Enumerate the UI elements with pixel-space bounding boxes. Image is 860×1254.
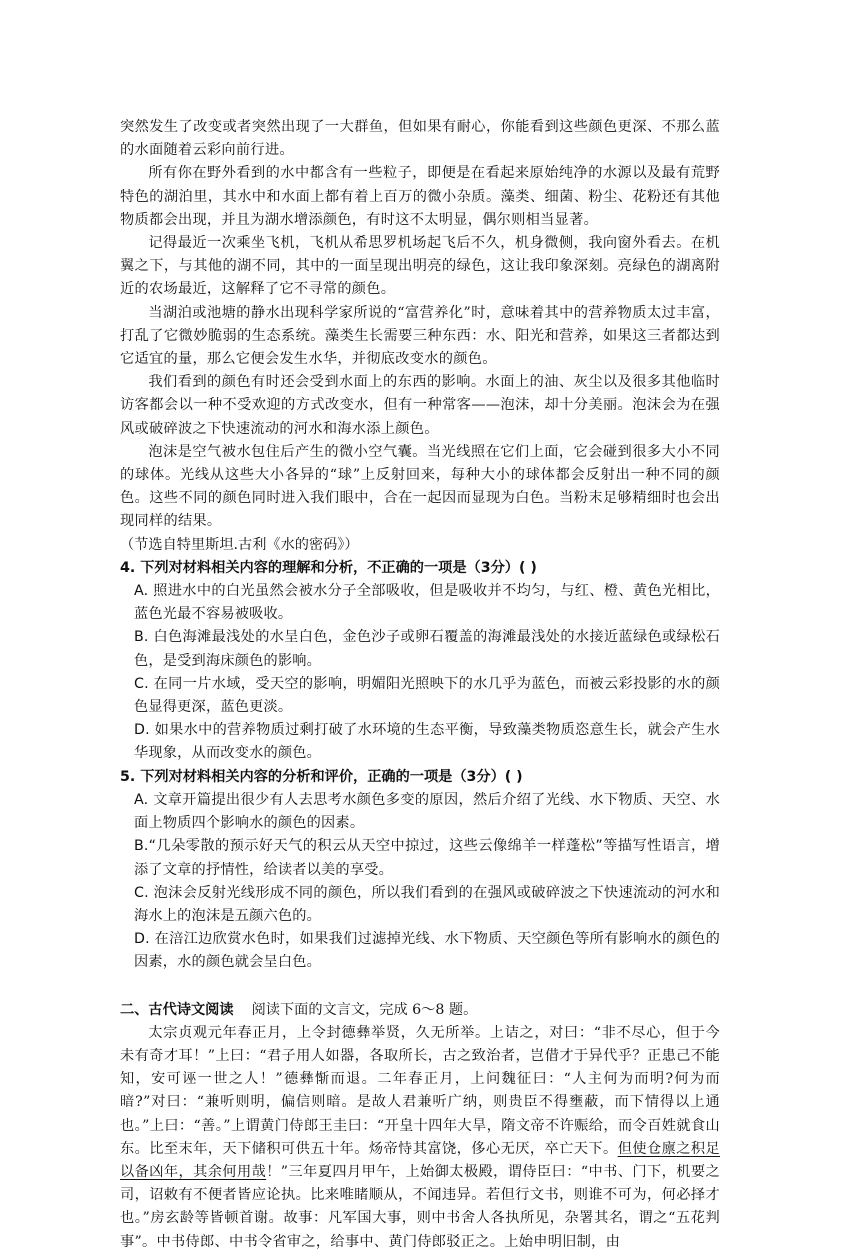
classical-text-part: 太宗贞观元年春正月，上令封德彝举贤，久无所举。上诘之，对曰：“非不尽心，但于今未有奇才耳！”上曰：“君子用人如器，各取所长，古之致治者，岂借才于异代乎？正患己不能知，安可诬一世之人！”德彝惭而退。二年春正月，上问魏征曰：“人主何为而明?何为而暗?”对曰：“兼听则明，偏信则暗。是故人君兼听广纳，则贵臣不得壅蔽，而下情得以上通也。”上曰：“善。”上谓黄门侍郎王圭曰：“开皇十四年大旱，隋文帝不许赈给，而令百姓就食山东。比至末年，天下储积可供五十年。炀帝恃其富饶，侈心无厌，卒亡天下。: [120, 1024, 720, 1157]
section-2-heading: [120, 999, 720, 1022]
classical-text: [120, 1022, 720, 1254]
section-2-title: 二、古代诗文阅读: [120, 1001, 234, 1018]
question-5-option-a: A. 文章开篇提出很少有人去思考水颜色多变的原因，然后介绍了光线、水下物质、天空、水面上物质四个影响水的颜色的因素。: [134, 791, 720, 832]
question-5-option-d: D. 在涪江边欣赏水色时，如果我们过滤掉光线、水下物质、天空颜色等所有影响水的颜色的因素，水的颜色就会呈白色。: [134, 931, 720, 971]
section-2-instruction: 阅读下面的文言文，完成 6～8 题。: [251, 1001, 478, 1018]
question-5-stem: 5. 下列对材料相关内容的分析和评价，正确的一项是（3分）( ): [120, 768, 523, 785]
question-5-option-c: C. 泡沫会反射光线形成不同的颜色，所以我们看到的在强风或破碎波之下快速流动的河水和海水上的泡沫是五颜六色的。: [134, 884, 720, 924]
question-4-option-c: C. 在同一片水域，受天空的影响，明媚阳光照映下的水几乎为蓝色，而被云彩投影的水的颜色显得更深，蓝色更淡。: [134, 675, 720, 716]
passage-paragraph: 当湖泊或池塘的静水出现科学家所说的“富营养化”时，意味着其中的营养物质太过丰富，打乱了它微妙脆弱的生态系统。藻类生长需要三种东西：水、阳光和营养，如果这三者都达到它适宜的量，那么它便会发生水华，并彻底改变水的颜色。: [120, 304, 720, 368]
passage-paragraph: 记得最近一次乘坐飞机，飞机从希思罗机场起飞后不久，机身微侧，我向窗外看去。在机翼之下，与其他的湖不同，其中的一面呈现出明亮的绿色，这让我印象深刻。亮绿色的湖离附近的农场最近，这解释了它不寻常的颜色。: [120, 235, 720, 298]
passage-paragraph: 泡沫是空气被水包住后产生的微小空气囊。当光线照在它们上面，它会碰到很多大小不同的球体。光线从这些大小各异的“球”上反射回来，每种大小的球体都会反射出一种不同的颜色。这些不同的颜色同时进入我们眼中，合在一起因而显现为白色。当粉末足够精细时也会出现同样的结果。: [120, 443, 720, 530]
exam-page: [120, 116, 720, 1254]
passage-source: （节选自特里斯坦.古利《水的密码》）: [120, 536, 359, 553]
passage-paragraph: 所有你在野外看到的水中都含有一些粒子，即便是在看起来原始纯净的水源以及最有荒野特色的湖泊里，其水中和水面上都有着上百万的微小杂质。藻类、细菌、粉尘、花粉还有其他物质都会出现，并且为湖水增添颜色，有时这不太明显，偶尔则相当显著。: [120, 165, 720, 228]
underlined-sentence: 但使仓廪之积足以备凶年，其余何用哉: [120, 1140, 721, 1180]
question-4-option-a: A. 照进水中的白光虽然会被水分子全部吸收，但是吸收并不均匀，与红、橙、黄色光相比，蓝色光最不容易被吸收。: [134, 583, 720, 623]
question-5-option-b: B.“几朵零散的预示好天气的积云从天空中掠过，这些云像绵羊一样蓬松”等描写性语言，增添了文章的抒情性，给读者以美的享受。: [134, 838, 720, 878]
classical-text-part: ！”三年夏四月甲午，上始御太极殿，谓侍臣曰：“中书、门下，机要之司，诏敕有不便者皆应论执。比来唯睹顺从，不闻违异。若但行文书，则谁不可为，何必择才也。”房玄龄等皆顿首谢。故事：凡军国大事，则中书舍人各执所见，杂署其名，谓之“五花判事”。中书侍郎、中书令省审之，给事中、黄门侍郎驳正之。上始申明旧制，由: [120, 1163, 720, 1250]
question-4-option-d: D. 如果水中的营养物质过剩打破了水环境的生态平衡，导致藻类物质恣意生长，就会产生水华现象，从而改变水的颜色。: [134, 722, 720, 762]
question-4-stem: 4. 下列对材料相关内容的理解和分析，不正确的一项是（3分）( ): [120, 559, 537, 576]
passage-paragraph: 突然发生了改变或者突然出现了一大群鱼，但如果有耐心，你能看到这些颜色更深、不那么蓝的水面随着云彩向前行进。: [120, 119, 720, 159]
passage-paragraph: 我们看到的颜色有时还会受到水面上的东西的影响。水面上的油、灰尘以及很多其他临时访客都会以一种不受欢迎的方式改变水，但有一种常客——泡沫，却十分美丽。泡沫会为在强风或破碎波之下快速流动的河水和海水添上颜色。: [120, 374, 720, 437]
question-4-option-b: B. 白色海滩最浅处的水呈白色，金色沙子或卵石覆盖的海滩最浅处的水接近蓝绿色或绿松石色，是受到海床颜色的影响。: [134, 629, 720, 669]
